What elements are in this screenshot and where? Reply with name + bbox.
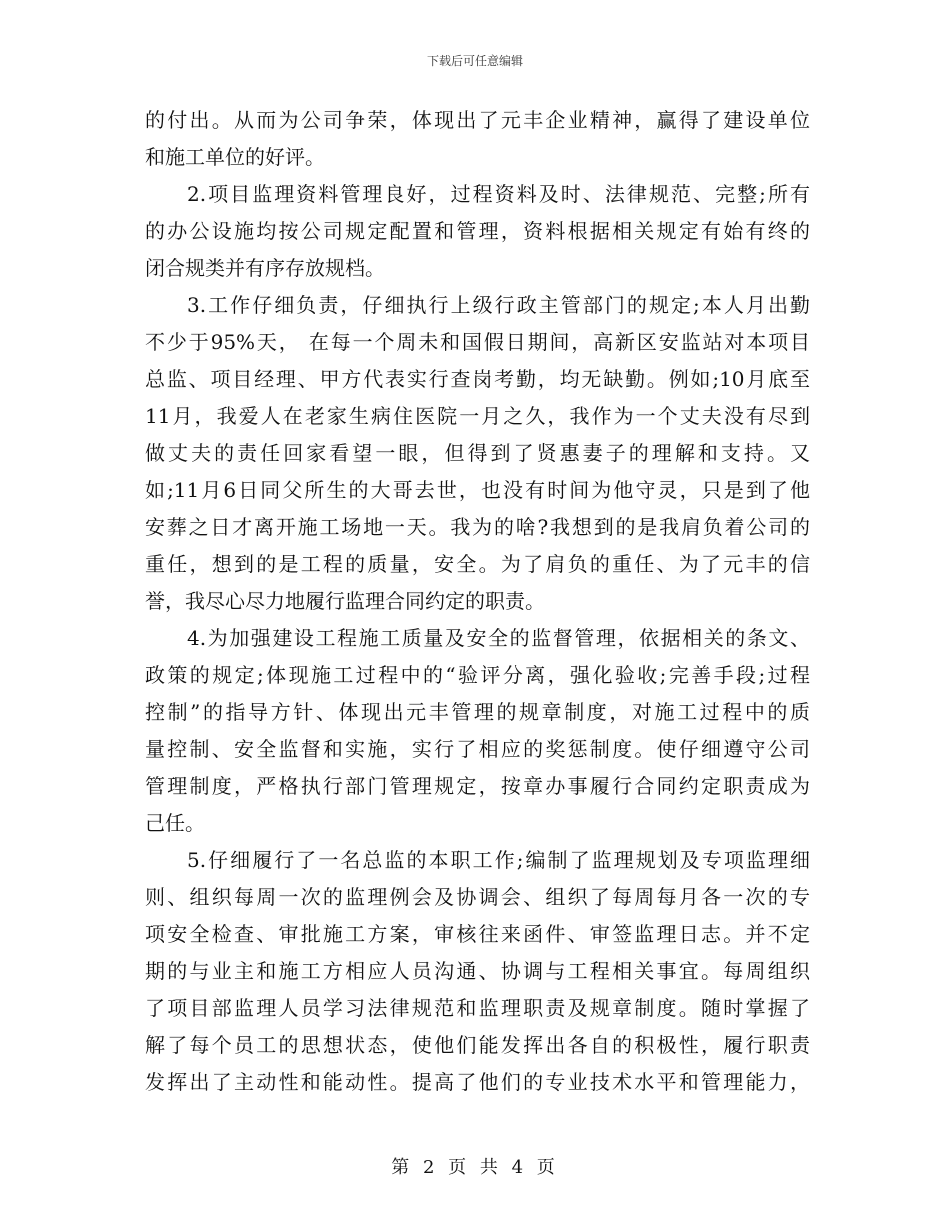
document-body — [145, 102, 810, 1101]
body-text-line: 如;11月6日同父所生的大哥去世，也没有时间为他守灵，只是到了他 — [145, 478, 810, 502]
body-text-line: 5.仔细履行了一名总监的本职工作;编制了监理规划及专项监理细 — [187, 848, 810, 872]
body-text-line: 项安全检查、审批施工方案，审核往来函件、审签监理日志。并不定 — [145, 922, 810, 946]
body-text-line: 11月，我爱人在老家生病住医院一月之久，我作为一个丈夫没有尽到 — [145, 404, 810, 428]
body-text-line: 不少于95%天， 在每一个周未和国假日期间，高新区安监站对本项目 — [145, 330, 810, 354]
body-text-line: 的付出。从而为公司争荣，体现出了元丰企业精神，赢得了建设单位 — [145, 108, 810, 132]
body-text-line: 2.项目监理资料管理良好，过程资料及时、法律规范、完整;所有 — [187, 182, 810, 206]
body-text-line: 总监、项目经理、甲方代表实行查岗考勤，均无缺勤。例如;10月底至 — [145, 367, 810, 391]
body-text-line: 控制”的指导方针、体现出元丰管理的规章制度，对施工过程中的质 — [145, 700, 810, 724]
body-text-line: 3.工作仔细负责，仔细执行上级行政主管部门的规定;本人月出勤 — [187, 293, 810, 317]
body-text-line: 解了每个员工的思想状态，使他们能发挥出各自的积极性，履行职责 — [145, 1033, 810, 1057]
body-text-line: 期的与业主和施工方相应人员沟通、协调与工程相关事宜。每周组织 — [145, 959, 810, 983]
body-text-line: 了项目部监理人员学习法律规范和监理职责及规章制度。随时掌握了 — [145, 996, 810, 1020]
body-text-line: 和施工单位的好评。 — [145, 145, 325, 169]
body-text-line: 己任。 — [145, 811, 205, 835]
body-text-line: 誉，我尽心尽力地履行监理合同约定的职责。 — [145, 589, 545, 613]
page-header: 下载后可任意编辑 — [426, 54, 523, 68]
body-text-line: 则、组织每周一次的监理例会及协调会、组织了每周每月各一次的专 — [145, 885, 810, 909]
body-text-line: 的办公设施均按公司规定配置和管理，资料根据相关规定有始有终的 — [145, 219, 810, 243]
body-text-line: 闭合规类并有序存放规档。 — [145, 256, 385, 280]
body-text-line: 管理制度，严格执行部门管理规定，按章办事履行合同约定职责成为 — [145, 774, 810, 798]
body-text-line: 量控制、安全监督和实施，实行了相应的奖惩制度。使仔细遵守公司 — [145, 737, 810, 761]
body-text-line: 4.为加强建设工程施工质量及安全的监督管理，依据相关的条文、 — [187, 626, 810, 650]
page-number-footer: 第 2 页 共 4 页 — [391, 1157, 559, 1178]
body-text-line: 政策的规定;体现施工过程中的“验评分离，强化验收;完善手段;过程 — [145, 663, 810, 687]
body-text-line: 做丈夫的责任回家看望一眼，但得到了贤惠妻子的理解和支持。又 — [145, 441, 810, 465]
body-text-line: 重任，想到的是工程的质量，安全。为了肩负的重任、为了元丰的信 — [145, 552, 810, 576]
body-text-line: 安葬之日才离开施工场地一天。我为的啥?我想到的是我肩负着公司的 — [145, 515, 810, 539]
body-text-line: 发挥出了主动性和能动性。提高了他们的专业技术水平和管理能力， — [145, 1070, 810, 1094]
